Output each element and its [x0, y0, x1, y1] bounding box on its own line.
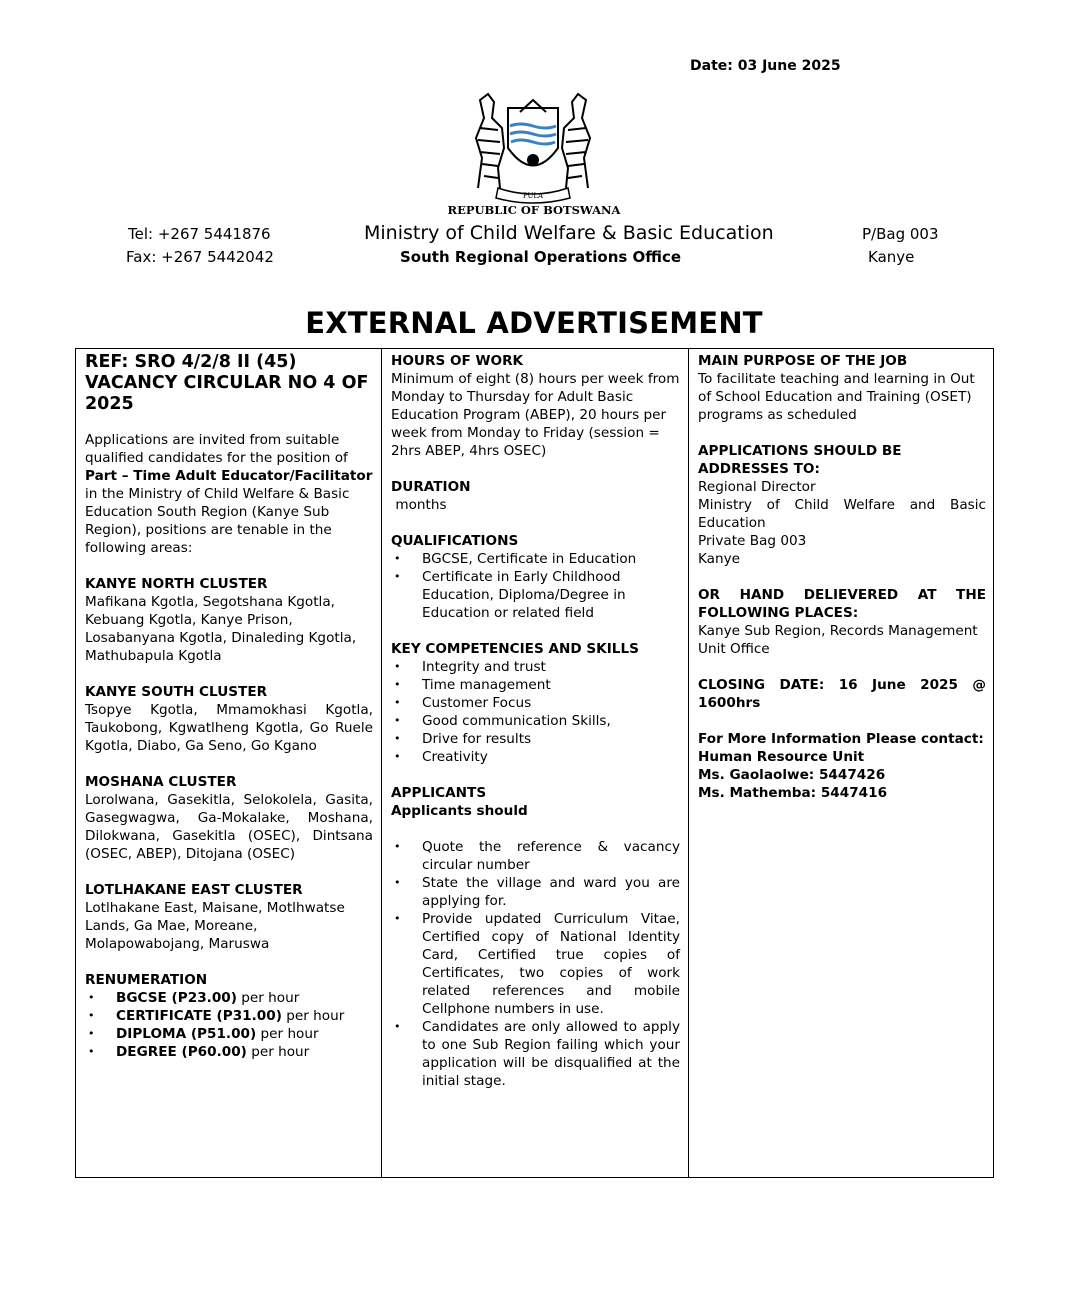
list-item: • Quote the reference & vacancy circular number — [391, 838, 680, 874]
duration-heading: DURATION — [391, 479, 471, 495]
svg-text:PULA: PULA — [522, 192, 544, 200]
contact-person: Ms. Gaolaolwe: 5447426 — [698, 767, 886, 783]
column-reference-areas — [76, 349, 382, 1177]
applicants-heading: APPLICANTS — [391, 785, 487, 801]
hand-delivery-heading: OR HAND DELIEVERED AT THE FOLLOWING PLACES: — [698, 587, 986, 621]
duration-text: months — [391, 497, 447, 513]
list-item: • Good communication Skills, — [391, 712, 680, 730]
list-item: • Customer Focus — [391, 694, 680, 712]
motto-scroll-icon — [496, 188, 570, 203]
column-requirements — [382, 349, 689, 1177]
hr-unit: Human Resource Unit — [698, 749, 865, 765]
cluster-heading: MOSHANA CLUSTER — [85, 774, 237, 790]
address-line: Regional Director — [698, 479, 816, 495]
list-item: • DIPLOMA (P51.00) per hour — [85, 1025, 373, 1043]
cluster-places: Lorolwana, Gasekitla, Selokolela, Gasita, Gasegwagwa, Ga-Mokalake, Moshana, Dilokwana, Gasekitla (OSEC), Dintsana (OSEC, ABEP), Ditojana (OSEC) — [85, 792, 373, 862]
hours-heading: HOURS OF WORK — [391, 353, 524, 369]
list-item: • Creativity — [391, 748, 680, 766]
fax-number: Fax: +267 5442042 — [126, 248, 274, 266]
list-item: • Drive for results — [391, 730, 680, 748]
cluster-places: Mafikana Kgotla, Segotshana Kgotla, Kebuang Kgotla, Kanye Prison, Losabanyana Kgotla, Dinaleding Kgotla, Mathubapula Kgotla — [85, 594, 357, 664]
info-heading: For More Information Please contact: — [698, 731, 984, 747]
list-item: • CERTIFICATE (P31.00) per hour — [85, 1007, 373, 1025]
applicants-subheading: Applicants should — [391, 803, 528, 819]
list-item: • BGCSE (P23.00) per hour — [85, 989, 373, 1007]
list-item: • Certificate in Early Childhood Education, Diploma/Degree in Education or related field — [391, 568, 680, 622]
ministry-name: Ministry of Child Welfare & Basic Education — [364, 222, 774, 244]
hours-text: Minimum of eight (8) hours per week from Monday to Thursday for Adult Basic Education Program (ABEP), 20 hours per week from Monday to Friday (session = 2hrs ABEP, 4hrs OSEC) — [391, 371, 680, 459]
address-heading: APPLICATIONS SHOULD BE ADDRESSES TO: — [698, 443, 902, 477]
column-application-info — [689, 349, 994, 1177]
renumeration-list — [85, 989, 373, 1061]
qualifications-heading: QUALIFICATIONS — [391, 533, 519, 549]
list-item: • Candidates are only allowed to apply to one Sub Region failing which your application will be disqualified at the initial stage. — [391, 1018, 680, 1090]
advertisement-table — [75, 348, 994, 1178]
skills-heading: KEY COMPETENCIES AND SKILLS — [391, 641, 639, 657]
zebra-left-icon — [476, 94, 504, 188]
zebra-right-icon — [562, 94, 590, 188]
skills-list — [391, 658, 680, 766]
address-line: Ministry of Child Welfare and Basic Education — [698, 497, 986, 531]
purpose-text: To facilitate teaching and learning in Out of School Education and Training (OSET) programs as scheduled — [698, 371, 975, 423]
page-title: EXTERNAL ADVERTISEMENT — [305, 306, 763, 340]
applicants-list — [391, 838, 680, 1090]
list-item: • Time management — [391, 676, 680, 694]
reference-number: REF: SRO 4/2/8 II (45) — [85, 352, 297, 372]
list-item: • State the village and ward you are applying for. — [391, 874, 680, 910]
cluster-places: Tsopye Kgotla, Mmamokhasi Kgotla, Taukobong, Kgwatlheng Kgotla, Go Ruele Kgotla, Diabo, Ga Seno, Go Kgano — [85, 702, 373, 754]
office-name: South Regional Operations Office — [400, 248, 682, 266]
vacancy-circular: VACANCY CIRCULAR NO 4 OF 2025 — [85, 373, 369, 414]
cluster-heading: KANYE NORTH CLUSTER — [85, 576, 268, 592]
qualifications-list — [391, 550, 680, 622]
cluster-heading: LOTLHAKANE EAST CLUSTER — [85, 882, 303, 898]
telephone-number: Tel: +267 5441876 — [128, 225, 271, 243]
list-item: • BGCSE, Certificate in Education — [391, 550, 680, 568]
renumeration-heading: RENUMERATION — [85, 972, 208, 988]
intro-paragraph: Applications are invited from suitable qualified candidates for the position of Part – Time Adult Educator/Facilitator in the Ministry of Child Welfare & Basic Education South Region (Kanye Sub Region), positions are tenable in the following areas: — [85, 432, 373, 556]
purpose-heading: MAIN PURPOSE OF THE JOB — [698, 353, 908, 369]
cluster-heading: KANYE SOUTH CLUSTER — [85, 684, 268, 700]
address-line: Kanye — [698, 551, 741, 567]
cluster-places: Lotlhakane East, Maisane, Motlhwatse Lands, Ga Mae, Moreane, Molapowabojang, Maruswa — [85, 900, 345, 952]
closing-date: CLOSING DATE: 16 June 2025 @ 1600hrs — [698, 677, 986, 711]
postal-bag: P/Bag 003 — [862, 225, 939, 243]
document-date: Date: 03 June 2025 — [690, 58, 841, 74]
shield-icon — [508, 100, 558, 166]
list-item: • DEGREE (P60.00) per hour — [85, 1043, 373, 1061]
coat-of-arms-emblem — [458, 88, 608, 206]
contact-person: Ms. Mathemba: 5447416 — [698, 785, 888, 801]
list-item: • Provide updated Curriculum Vitae, Certified copy of National Identity Card, Certified true copies of Certificates, two copies of work related references and mobile Cellphone numbers in use. — [391, 910, 680, 1018]
address-line: Private Bag 003 — [698, 533, 807, 549]
republic-label: REPUBLIC OF BOTSWANA — [447, 203, 621, 217]
town-name: Kanye — [868, 248, 915, 266]
list-item: • Integrity and trust — [391, 658, 680, 676]
hand-delivery-text: Kanye Sub Region, Records Management Unit Office — [698, 623, 978, 657]
